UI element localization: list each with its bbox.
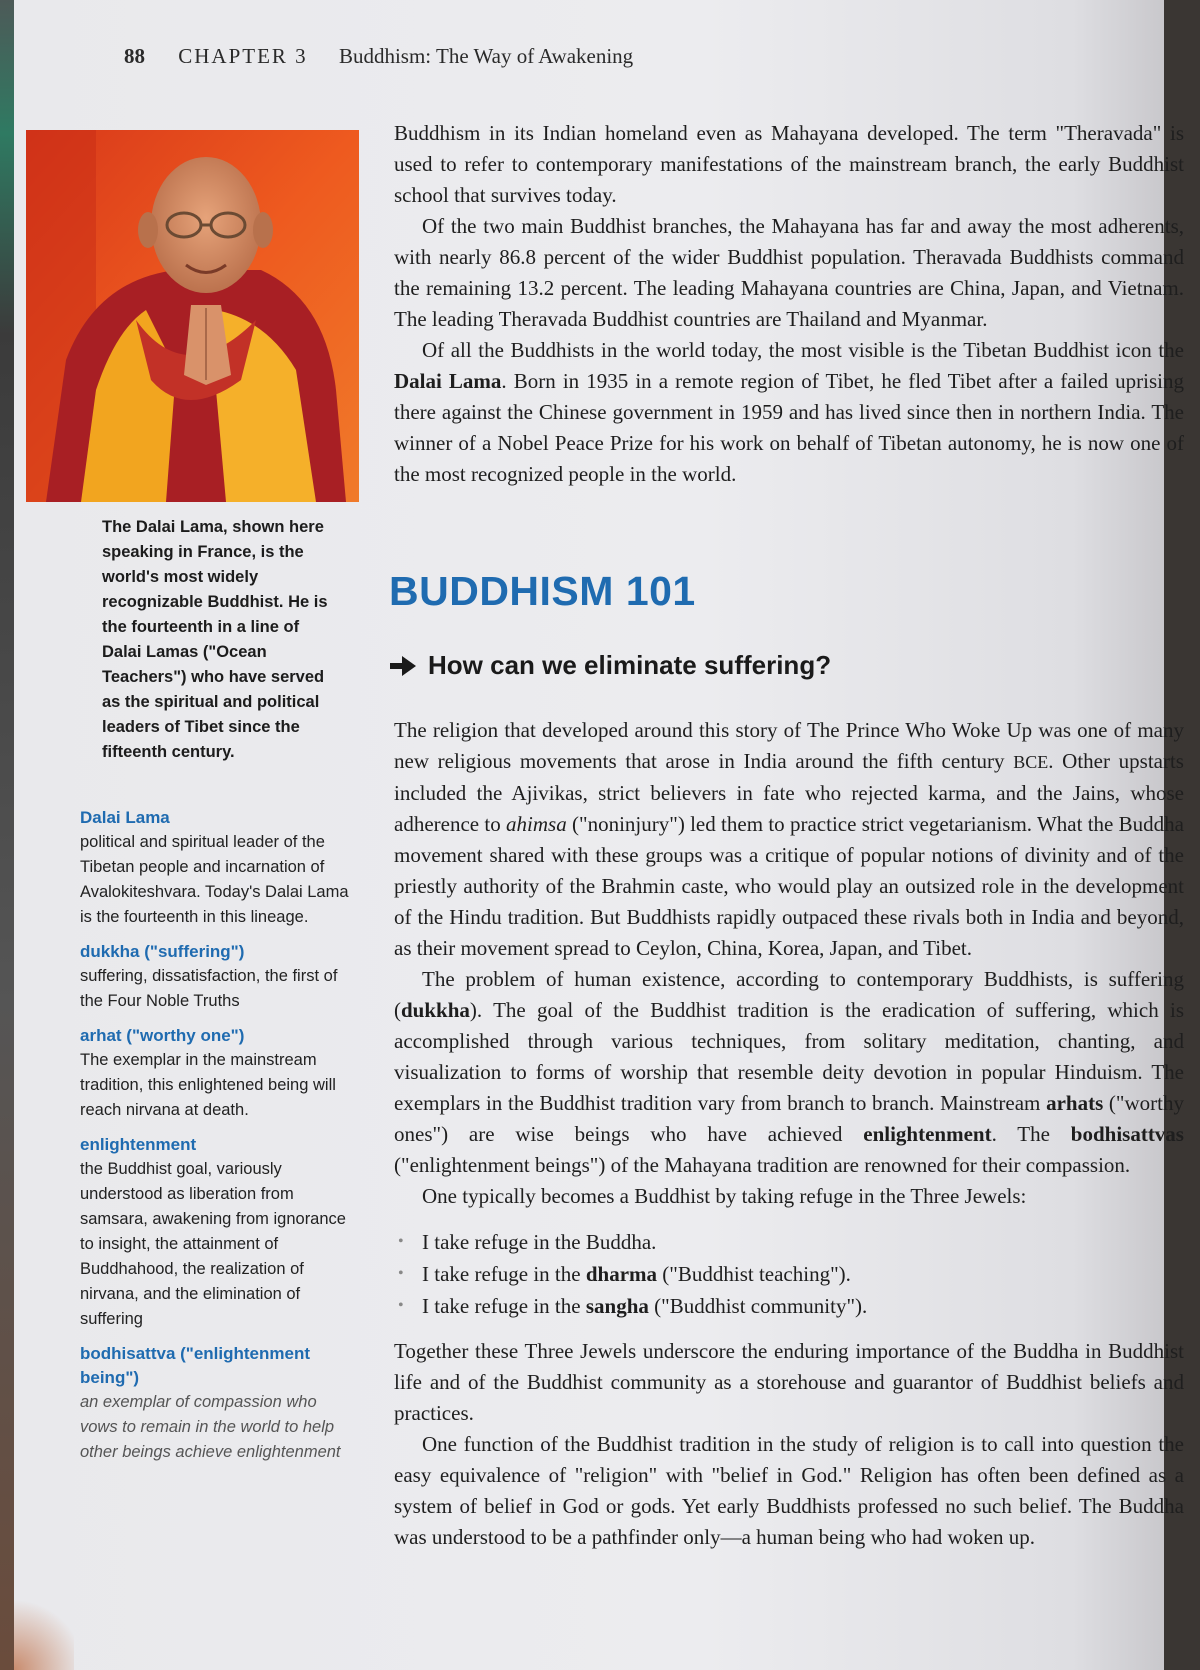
section-question bbox=[388, 650, 831, 681]
glossary-sidebar bbox=[80, 806, 355, 1475]
question-text: How can we eliminate suffering? bbox=[428, 650, 832, 680]
finger-shadow bbox=[14, 1590, 74, 1670]
glossary-entry bbox=[80, 1024, 355, 1123]
glossary-definition: an exemplar of compassion who vows to remain in the world to help other beings achieve enlightenment bbox=[80, 1393, 341, 1461]
paragraph bbox=[394, 715, 1184, 964]
section-heading: BUDDHISM 101 bbox=[389, 568, 696, 614]
text-run: ("worthy ones") are wise beings who have achieved bbox=[394, 1091, 1184, 1146]
key-term: sangha bbox=[585, 1294, 649, 1318]
glossary-term: enlightenment bbox=[80, 1135, 197, 1154]
glossary-definition: the Buddhist goal, variously understood as liberation from samsara, awakening from ignorance to insight, the attainment of Buddhahood, the realization of nirvana, and the elimination of suffering bbox=[80, 1160, 346, 1328]
glossary-term: Dalai Lama bbox=[80, 808, 170, 827]
italic-term: ahimsa bbox=[506, 812, 567, 836]
glossary-entry bbox=[80, 1342, 355, 1465]
paragraph bbox=[394, 335, 1184, 490]
key-term: arhats bbox=[1046, 1091, 1104, 1115]
glossary-definition: political and spiritual leader of the Tibetan people and incarnation of Avalokiteshvara. Today's Dalai Lama is the fourteenth in this lineage. bbox=[80, 833, 349, 926]
key-term: dukkha bbox=[401, 998, 470, 1022]
glossary-entry bbox=[80, 806, 355, 930]
paragraph: One function of the Buddhist tradition in the study of religion is to call into question the easy equivalence of "religion" with "belief in God." Religion has often been defined as a system of belief in God or gods. Yet early Buddhists professed no such belief. The Buddha was understood to be a pathfinder only—a human being who had woken up. bbox=[394, 1432, 1184, 1549]
text-run: . Born in 1935 in a remote region of Tibet, he fled Tibet after a failed uprising there against the Chinese government in 1959 and has lived since then in northern India. The winner of a Nobel Peace Prize for his work on behalf of Tibetan autonomy, he is now one of the most recognized people in the world. bbox=[394, 369, 1184, 486]
page-number: 88 bbox=[124, 44, 145, 68]
key-term: enlightenment bbox=[863, 1122, 992, 1146]
text-run: I take refuge in the bbox=[422, 1262, 586, 1286]
text-run: . The bbox=[991, 1122, 1071, 1146]
page-edge bbox=[0, 0, 14, 1670]
glossary-entry bbox=[80, 940, 355, 1014]
key-term: bodhisattvas bbox=[1070, 1122, 1184, 1146]
paragraph: One typically becomes a Buddhist by taking refuge in the Three Jewels: bbox=[422, 1184, 1027, 1208]
list-item: • I take refuge in the Buddha. bbox=[394, 1226, 1184, 1258]
chapter-label: CHAPTER 3 bbox=[178, 44, 308, 68]
list-item bbox=[394, 1258, 1184, 1290]
glossary-term: arhat ("worthy one") bbox=[80, 1026, 245, 1045]
glossary-entry bbox=[80, 1133, 355, 1332]
paragraph: Of the two main Buddhist branches, the Mahayana has far and away the most adherents, with nearly 86.8 percent of the wider Buddhist population. Theravada Buddhists command the remaining 13.2 percent. The leading Mahayana countries are China, Japan, and Vietnam. The leading Theravada Buddhist countries are Thailand and Myanmar. bbox=[394, 214, 1184, 331]
text-run: ("Buddhist teaching"). bbox=[657, 1262, 851, 1286]
text-run: ("Buddhist community"). bbox=[648, 1294, 868, 1318]
intro-text bbox=[394, 118, 1184, 490]
key-term: Dalai Lama bbox=[394, 369, 502, 393]
text-run: ("enlightenment beings") of the Mahayana tradition are renowned for their compassion. bbox=[394, 1153, 1131, 1177]
running-header bbox=[124, 44, 633, 69]
text-run: ). The goal of the Buddhist tradition is the eradication of suffering, which is accomplished through various techniques, from solitary meditation, chanting, and visualization to forms of worship that resemble deity devotion in popular Hinduism. The exemplars in the Buddhist tradition vary from branch to branch. Mainstream bbox=[394, 998, 1184, 1115]
glossary-term: dukkha ("suffering") bbox=[80, 942, 245, 961]
photo-caption: The Dalai Lama, shown here speaking in France, is the world's most widely recognizable Buddhist. He is the fourteenth in a line of Dalai Lamas ("Ocean Teachers") who have served as the spiritual and political leaders of Tibet since the fifteenth century. bbox=[102, 518, 328, 761]
book-page bbox=[14, 0, 1184, 1670]
dalai-lama-photo bbox=[26, 130, 359, 502]
glossary-term: bodhisattva ("enlightenment being") bbox=[80, 1344, 311, 1387]
three-jewels-list bbox=[394, 1226, 1184, 1322]
list-item bbox=[394, 1290, 1184, 1322]
body-text bbox=[394, 715, 1184, 1553]
glossary-definition: The exemplar in the mainstream tradition, this enlightened being will reach nirvana at death. bbox=[80, 1051, 336, 1119]
text-run: I take refuge in the bbox=[422, 1294, 586, 1318]
text-run: . Other upstarts included the Ajivikas, strict believers in fate who rejected karma, and the Jains, whose adherence to bbox=[394, 749, 1184, 836]
key-term: dharma bbox=[585, 1262, 658, 1286]
paragraph: Buddhism in its Indian homeland even as Mahayana developed. The term "Theravada" is used to refer to contemporary manifestations of the mainstream branch, the early Buddhist school that survives today. bbox=[394, 121, 1184, 207]
paragraph: Together these Three Jewels underscore the enduring importance of the Buddha in Buddhist life and of the Buddhist community as a storehouse and guarantor of Buddhist beliefs and practices. bbox=[394, 1339, 1184, 1425]
paragraph bbox=[394, 964, 1184, 1181]
text-run: The problem of human existence, according to contemporary Buddhists, is suffering ( bbox=[394, 967, 1184, 1022]
glossary-definition: suffering, dissatisfaction, the first of the Four Noble Truths bbox=[80, 967, 338, 1010]
text-run: ("noninjury") led them to practice strict vegetarianism. What the Buddha movement shared with these groups was a critique of popular notions of divinity and of the priestly authority of the Brahmin caste, who would play an outsized role in the development of the Hindu tradition. But Buddhists rapidly outpaced these rivals both in India and beyond, as their movement spread to Ceylon, China, Korea, Japan, and Tibet. bbox=[394, 812, 1184, 960]
chapter-title: Buddhism: The Way of Awakening bbox=[338, 44, 634, 68]
era-abbreviation: BCE bbox=[1013, 752, 1049, 772]
text-run: Of all the Buddhists in the world today, the most visible is the Tibetan Buddhist icon the bbox=[422, 338, 1184, 362]
arrow-icon bbox=[388, 654, 418, 678]
text-run: The religion that developed around this story of The Prince Who Woke Up was one of many new religious movements that arose in India around the fifth century bbox=[394, 718, 1184, 773]
